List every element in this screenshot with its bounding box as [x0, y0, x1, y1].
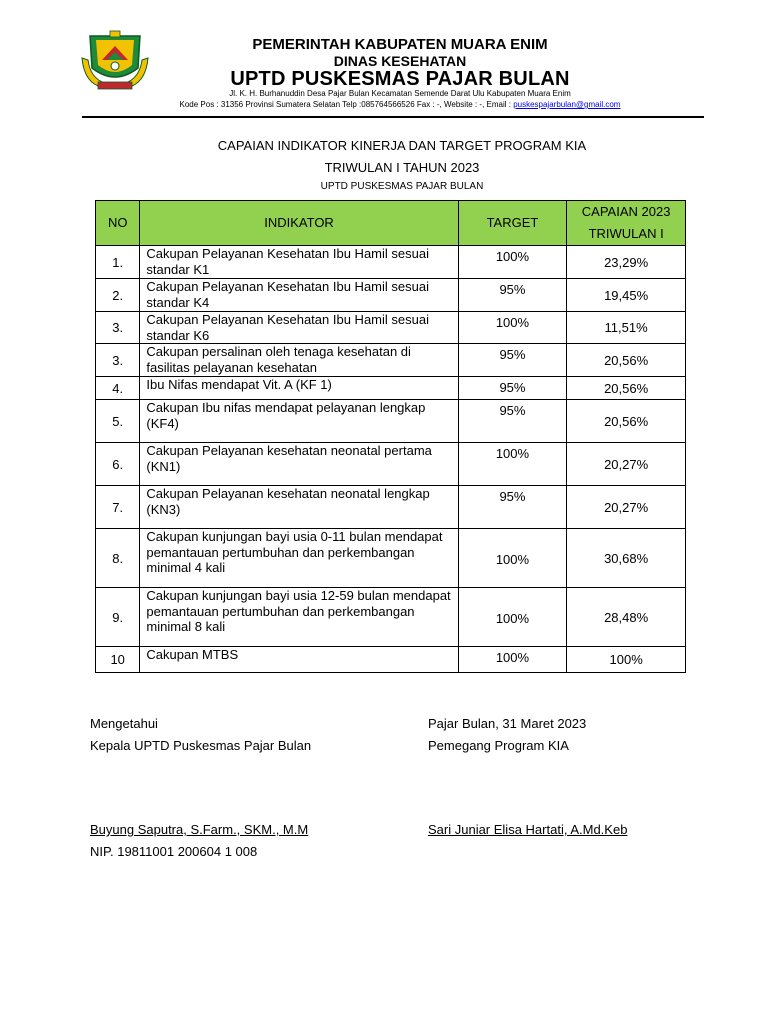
row-indikator: Cakupan Ibu nifas mendapat pelayanan lengkap (KF4)	[140, 400, 458, 443]
letterhead-institution: UPTD PUSKESMAS PAJAR BULAN	[230, 68, 570, 90]
row-target: 95%	[458, 377, 567, 400]
row-target: 100%	[458, 443, 567, 486]
sig-left-nip: NIP. 19811001 200604 1 008	[90, 844, 258, 859]
row-target: 95%	[458, 400, 567, 443]
table-row	[96, 344, 686, 377]
table-row	[96, 588, 686, 647]
row-target: 100%	[458, 312, 567, 344]
letterhead-contact	[100, 100, 700, 109]
row-no: 8.	[96, 529, 140, 588]
row-capaian: 20,56%	[567, 344, 686, 377]
sig-right-place-date: Pajar Bulan, 31 Maret 2023	[428, 716, 587, 731]
header-capaian	[567, 201, 686, 246]
row-target: 100%	[458, 529, 567, 588]
letterhead-department: DINAS KESEHATAN	[333, 53, 467, 69]
table-row	[96, 279, 686, 312]
sig-right-position: Pemegang Program KIA	[428, 738, 569, 753]
row-indikator: Cakupan kunjungan bayi usia 0-11 bulan mendapat pemantauan pertumbuhan dan perkembangan minimal 4 kali	[140, 529, 458, 588]
row-capaian: 23,29%	[567, 246, 686, 279]
header-capaian-line2: TRIWULAN I	[588, 226, 664, 241]
row-no: 6.	[96, 443, 140, 486]
letterhead-contact-text: Kode Pos : 31356 Provinsi Sumatera Selatan Telp :085764566526 Fax : -, Website : -, Email :	[179, 100, 514, 109]
table-row	[96, 377, 686, 400]
row-target: 95%	[458, 279, 567, 312]
row-capaian: 11,51%	[567, 312, 686, 344]
report-unit: UPTD PUSKESMAS PAJAR BULAN	[320, 181, 484, 192]
letterhead-divider	[82, 116, 704, 118]
row-indikator: Cakupan Pelayanan kesehatan neonatal pertama (KN1)	[140, 443, 458, 486]
header-indikator: INDIKATOR	[140, 201, 458, 246]
letterhead-address: Jl. K. H. Burhanuddin Desa Pajar Bulan Kecamatan Semende Darat Ulu Kabupaten Muara Enim	[229, 89, 571, 98]
table-header-row	[96, 201, 686, 246]
report-period: TRIWULAN I TAHUN 2023	[324, 160, 480, 175]
row-no: 3.	[96, 344, 140, 377]
row-target: 95%	[458, 486, 567, 529]
row-no: 1.	[96, 246, 140, 279]
row-capaian: 20,56%	[567, 400, 686, 443]
letterhead-government: PEMERINTAH KABUPATEN MUARA ENIM	[252, 36, 548, 53]
table-row	[96, 312, 686, 344]
row-capaian: 20,56%	[567, 377, 686, 400]
row-target: 95%	[458, 344, 567, 377]
row-target: 100%	[458, 246, 567, 279]
row-no: 7.	[96, 486, 140, 529]
row-indikator: Cakupan Pelayanan Kesehatan Ibu Hamil sesuai standar K6	[140, 312, 458, 344]
table-row	[96, 400, 686, 443]
indicator-table	[95, 200, 686, 673]
sig-left-name: Buyung Saputra, S.Farm., SKM., M.M	[90, 822, 309, 837]
row-no: 4.	[96, 377, 140, 400]
row-indikator: Ibu Nifas mendapat Vit. A (KF 1)	[140, 377, 458, 400]
row-capaian: 30,68%	[567, 529, 686, 588]
table-row	[96, 443, 686, 486]
row-no: 3.	[96, 312, 140, 344]
sig-left-position: Kepala UPTD Puskesmas Pajar Bulan	[90, 738, 312, 753]
row-indikator: Cakupan MTBS	[140, 647, 458, 673]
row-no: 2.	[96, 279, 140, 312]
row-indikator: Cakupan Pelayanan kesehatan neonatal lengkap (KN3)	[140, 486, 458, 529]
table-row	[96, 486, 686, 529]
row-indikator: Cakupan kunjungan bayi usia 12-59 bulan mendapat pemantauan pertumbuhan dan perkembangan minimal 8 kali	[140, 588, 458, 647]
row-indikator: Cakupan Pelayanan Kesehatan Ibu Hamil sesuai standar K4	[140, 279, 458, 312]
row-no: 10	[96, 647, 140, 673]
row-capaian: 20,27%	[567, 443, 686, 486]
row-no: 5.	[96, 400, 140, 443]
header-target: TARGET	[458, 201, 567, 246]
report-title: CAPAIAN INDIKATOR KINERJA DAN TARGET PROGRAM KIA	[217, 138, 587, 153]
table-row	[96, 529, 686, 588]
row-indikator: Cakupan Pelayanan Kesehatan Ibu Hamil sesuai standar K1	[140, 246, 458, 279]
row-capaian: 28,48%	[567, 588, 686, 647]
row-indikator: Cakupan persalinan oleh tenaga kesehatan di fasilitas pelayanan kesehatan	[140, 344, 458, 377]
email-link[interactable]: puskespajarbulan@gmail.com	[513, 100, 621, 109]
row-target: 100%	[458, 588, 567, 647]
row-no: 9.	[96, 588, 140, 647]
sig-right-name: Sari Juniar Elisa Hartati, A.Md.Keb	[428, 822, 628, 837]
header-no: NO	[96, 201, 140, 246]
row-capaian: 100%	[567, 647, 686, 673]
header-capaian-line1: CAPAIAN 2023	[581, 204, 671, 219]
table-row	[96, 647, 686, 673]
row-target: 100%	[458, 647, 567, 673]
row-capaian: 19,45%	[567, 279, 686, 312]
sig-left-acknowledged: Mengetahui	[90, 716, 158, 731]
row-capaian: 20,27%	[567, 486, 686, 529]
table-row	[96, 246, 686, 279]
